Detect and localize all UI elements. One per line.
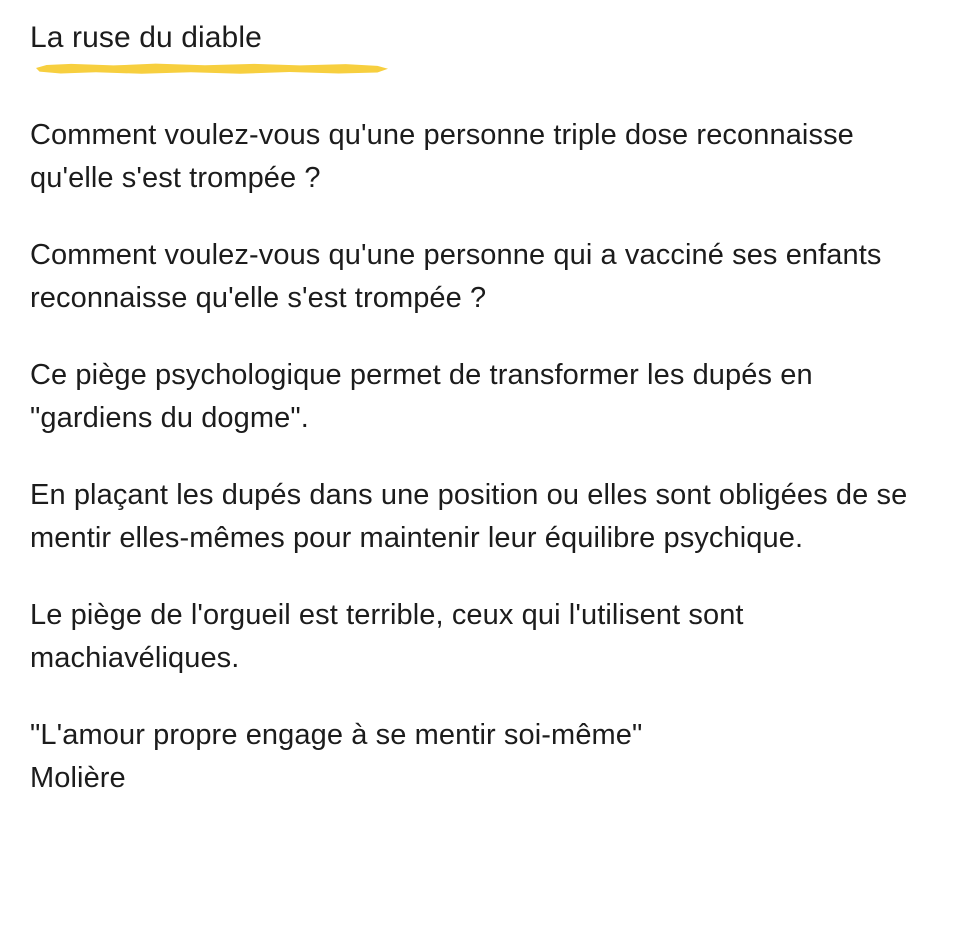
paragraph-1: Comment voulez-vous qu'une personne triple dose reconnaisse qu'elle s'est trompée ? (30, 119, 854, 194)
quote-author: Molière (30, 762, 126, 794)
spacer (30, 680, 916, 714)
paragraph-5: Le piège de l'orgueil est terrible, ceux qui l'utilisent sont machiavéliques. (30, 599, 744, 674)
spacer (30, 560, 916, 594)
spacer (30, 320, 916, 354)
spacer (30, 200, 916, 234)
paragraph-4: En plaçant les dupés dans une position ou elles sont obligées de se mentir elles-mêmes pour maintenir leur équilibre psychique. (30, 479, 908, 554)
paragraph-3: Ce piège psychologique permet de transformer les dupés en "gardiens du dogme". (30, 359, 813, 434)
yellow-marker-underline-icon (36, 63, 388, 74)
paragraph-2: Comment voulez-vous qu'une personne qui a vacciné ses enfants reconnaisse qu'elle s'est trompée ? (30, 239, 882, 314)
spacer (30, 440, 916, 474)
page-title: La ruse du diable (30, 21, 262, 54)
quote-text: "L'amour propre engage à se mentir soi-même" (30, 719, 643, 751)
spacer (30, 74, 916, 114)
quotation (30, 714, 916, 800)
